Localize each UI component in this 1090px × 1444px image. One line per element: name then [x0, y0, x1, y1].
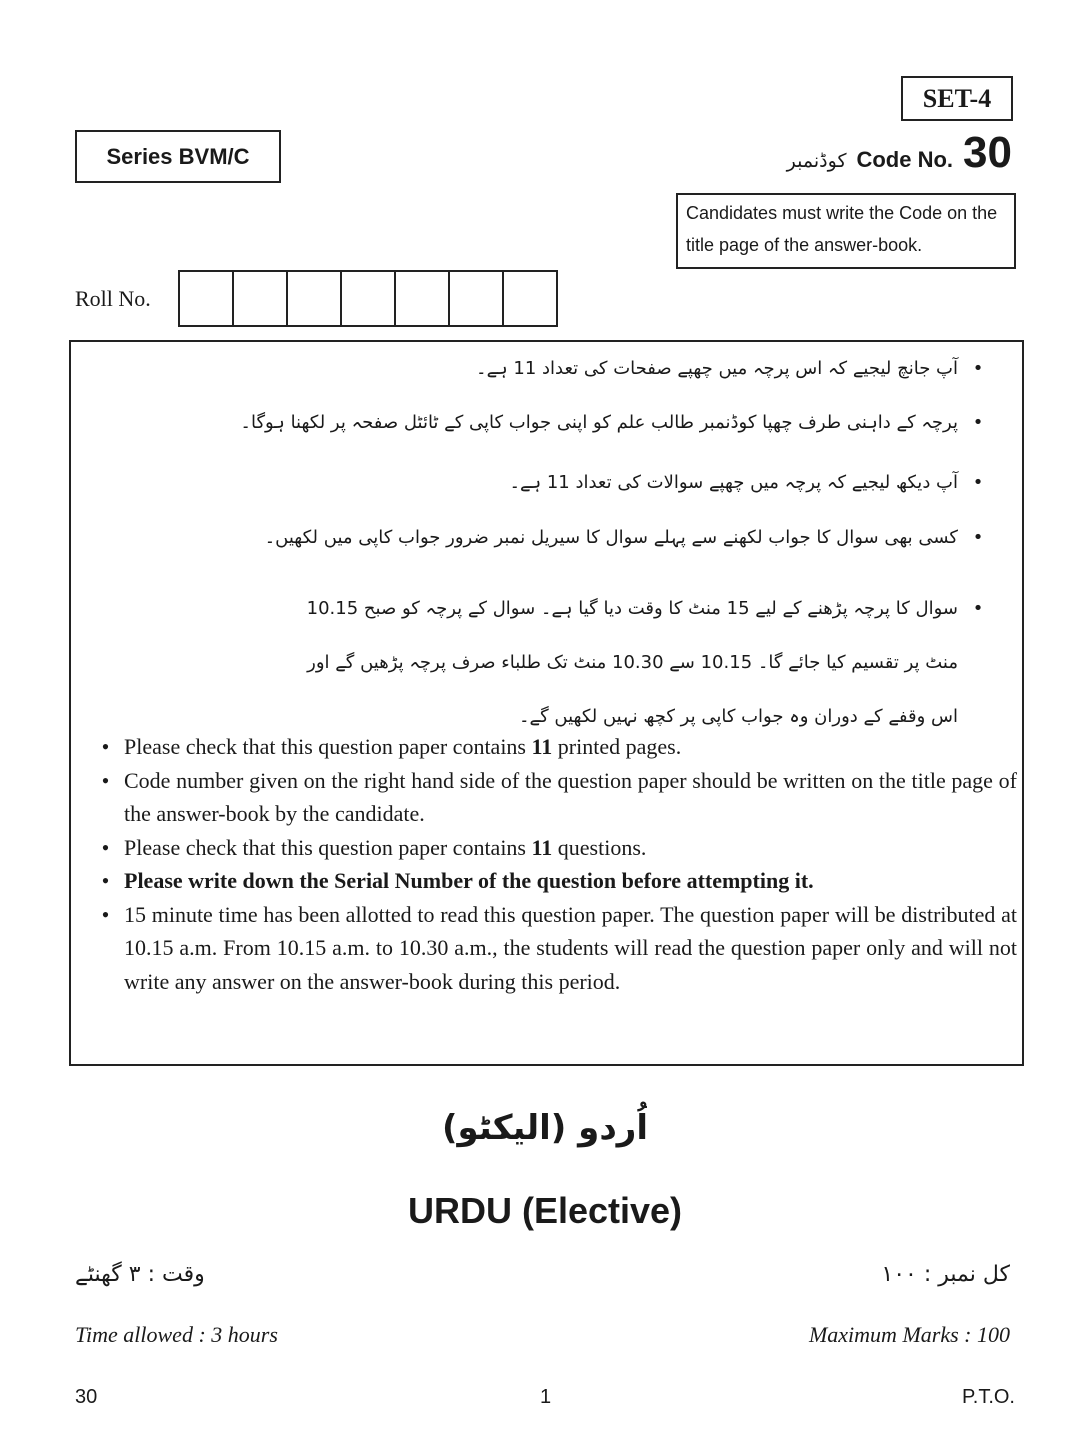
series-box: Series BVM/C [75, 130, 281, 183]
code-label: Code No. [856, 147, 954, 172]
code-number [787, 128, 1012, 178]
roll-label: Roll No. [75, 286, 151, 311]
english-instruction: • Please check that this question paper contains 11 printed pages. [101, 734, 682, 759]
code-label-urdu: کوڈنمبر [786, 150, 847, 172]
instructions-box [69, 340, 1024, 1066]
pto-label: P.T.O. [962, 1386, 1015, 1408]
english-instructions [87, 730, 1017, 998]
roll-cell[interactable] [502, 270, 558, 327]
roll-cell[interactable] [232, 270, 288, 327]
candidates-note: Candidates must write the Code on the title page of the answer-book. [676, 193, 1016, 269]
time-urdu: وقت : ۳ گھنٹے [75, 1262, 205, 1287]
set-badge: SET-4 [901, 76, 1013, 121]
title-urdu: اُردو (الیکٹو) [442, 1108, 648, 1148]
english-instruction: • Code number given on the right hand side of the question paper should be written on the title page of the answer-book by the candidate. [101, 767, 1017, 826]
urdu-instruction: •کسی بھی سوال کا جواب لکھنے سے پہلے سوال کا سیریل نمبر ضرور جواب کاپی میں لکھیں۔ [264, 527, 984, 548]
time-allowed: Time allowed : 3 hours [75, 1322, 278, 1347]
marks-urdu: کل نمبر : ۱۰۰ [881, 1262, 1010, 1287]
roll-cell[interactable] [286, 270, 342, 327]
footer-code: 30 [75, 1386, 98, 1408]
roll-cell[interactable] [340, 270, 396, 327]
roll-cell[interactable] [178, 270, 234, 327]
urdu-instruction: •آپ دیکھ لیجیے کہ پرچہ میں چھپے سوالات کی تعداد 11 ہے۔ [509, 472, 984, 493]
maximum-marks: Maximum Marks : 100 [808, 1322, 1010, 1347]
urdu-instruction: •پرچہ کے داہنی طرف چھپا کوڈنمبر طالب علم کو اپنی جواب کاپی کے ٹائٹل صفحہ پر لکھنا ہوگا۔ [240, 412, 984, 433]
roll-cell[interactable] [448, 270, 504, 327]
roll-cell[interactable] [394, 270, 450, 327]
roll-number-boxes[interactable] [180, 270, 558, 327]
english-instruction: • 15 minute time has been allotted to read this question paper. The question paper will be distributed at 10.15 a.m. From 10.15 a.m. to 10.30 a.m., the students will read the question paper only and will not write any answer on the answer-book during this period. [101, 901, 1017, 994]
english-instruction: • Please write down the Serial Number of the question before attempting it. [101, 868, 814, 893]
english-instruction: • Please check that this question paper contains 11 questions. [101, 834, 647, 860]
page-number: 1 [540, 1386, 552, 1408]
code-value: 30 [963, 128, 1012, 177]
urdu-instruction: • سوال کا پرچہ پڑھنے کے لیے 15 منٹ کا وقت دیا گیا ہے۔ سوال کے پرچہ کو صبح 10.15 منٹ پر تقسیم کیا جائے گا۔ 10.15 سے 10.30 منٹ تک طلباء صرف پرچہ پڑھیں گے اور اس وقفے کے دوران وہ جواب کاپی پر کچھ نہیں لکھیں گے۔ [306, 598, 984, 727]
subject-title: URDU (Elective) [407, 1190, 683, 1231]
urdu-instruction: •آپ جانچ لیجیے کہ اس پرچہ میں چھپے صفحات کی تعداد 11 ہے۔ [476, 358, 984, 379]
